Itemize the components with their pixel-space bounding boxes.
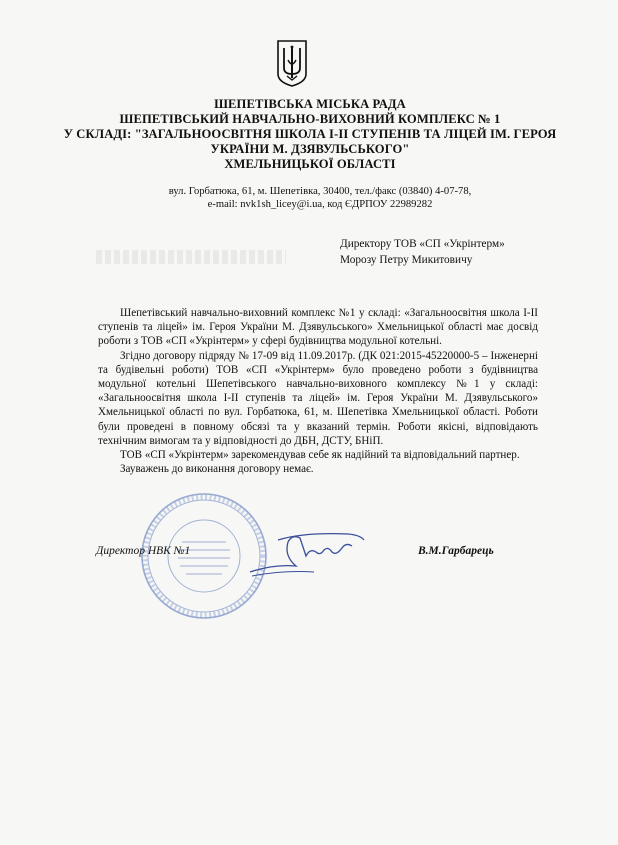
paragraph-experience: Шепетівський навчально-виховний комплекс №1 у складі: «Загальноосвітня школа І-ІІ ступенів та ліцей» ім. Героя України М. Дзявульського» Хмельницької області має досвід роботи з ТОВ «СП «Укрінтерм» у сфері будівництва модульної котельні. — [98, 307, 538, 348]
signatory-title: Директор НВК №1 — [96, 545, 191, 557]
header-city-council: ШЕПЕТІВСЬКА МІСЬКА РАДА — [214, 97, 406, 111]
header-region: ХМЕЛЬНИЦЬКОЇ ОБЛАСТІ — [224, 157, 396, 171]
header-complex-name: ШЕПЕТІВСЬКИЙ НАВЧАЛЬНО-ВИХОВНИЙ КОМПЛЕКС № 1 — [119, 112, 501, 126]
letter-body — [98, 306, 538, 476]
recipient-name: Морозу Петру Микитовичу — [340, 254, 473, 266]
paragraph-recommendation: ТОВ «СП «Укрінтерм» зарекомендував себе як надійний та відповідальний партнер. — [120, 449, 520, 462]
address-line: вул. Горбатюка, 61, м. Шепетівка, 30400, тел./факс (03840) 4-07-78, — [168, 186, 472, 197]
bleed-through-shadow — [96, 250, 286, 264]
header-school-name: УКРАЇНИ М. ДЗЯВУЛЬСЬКОГО" — [210, 142, 410, 156]
signatory-name: В.М.Гарбарець — [418, 545, 494, 557]
paragraph-no-remarks: Зауважень до виконання договору немає. — [120, 463, 314, 476]
trident-emblem-icon — [275, 38, 309, 88]
recipient-position: Директору ТОВ «СП «Укрінтерм» — [340, 238, 505, 250]
contact-line: e-mail: nvk1sh_licey@i.ua, код ЄДРПОУ 22989282 — [207, 199, 433, 210]
handwritten-signature — [244, 526, 374, 582]
paragraph-contract: Згідно договору підряду № 17-09 від 11.09.2017р. (ДК 021:2015-45220000-5 – Інженерні та будівельні роботи) ТОВ «СП «Укрінтерм» було проведено роботи з будівництва модульної котельні Шепетівського навчально-виховного комплексу №1 у складі: «Загальноосвітня школа І-ІІ ступенів та ліцей» ім. Героя України М. Дзявульського» Хмельницької області по вул. Горбатюка, 61, м. Шепетівка Хмельницької області. Роботи були проведені в повному обсязі та у вказаний термін. Роботи якісні, відповідають технічним вимогам та у відповідності до ДБН, ДСТУ, БНіП. — [98, 349, 538, 447]
header-composition: У СКЛАДІ: "ЗАГАЛЬНООСВІТНЯ ШКОЛА І-ІІ СТУПЕНІВ ТА ЛІЦЕЙ ІМ. ГЕРОЯ — [63, 127, 557, 141]
